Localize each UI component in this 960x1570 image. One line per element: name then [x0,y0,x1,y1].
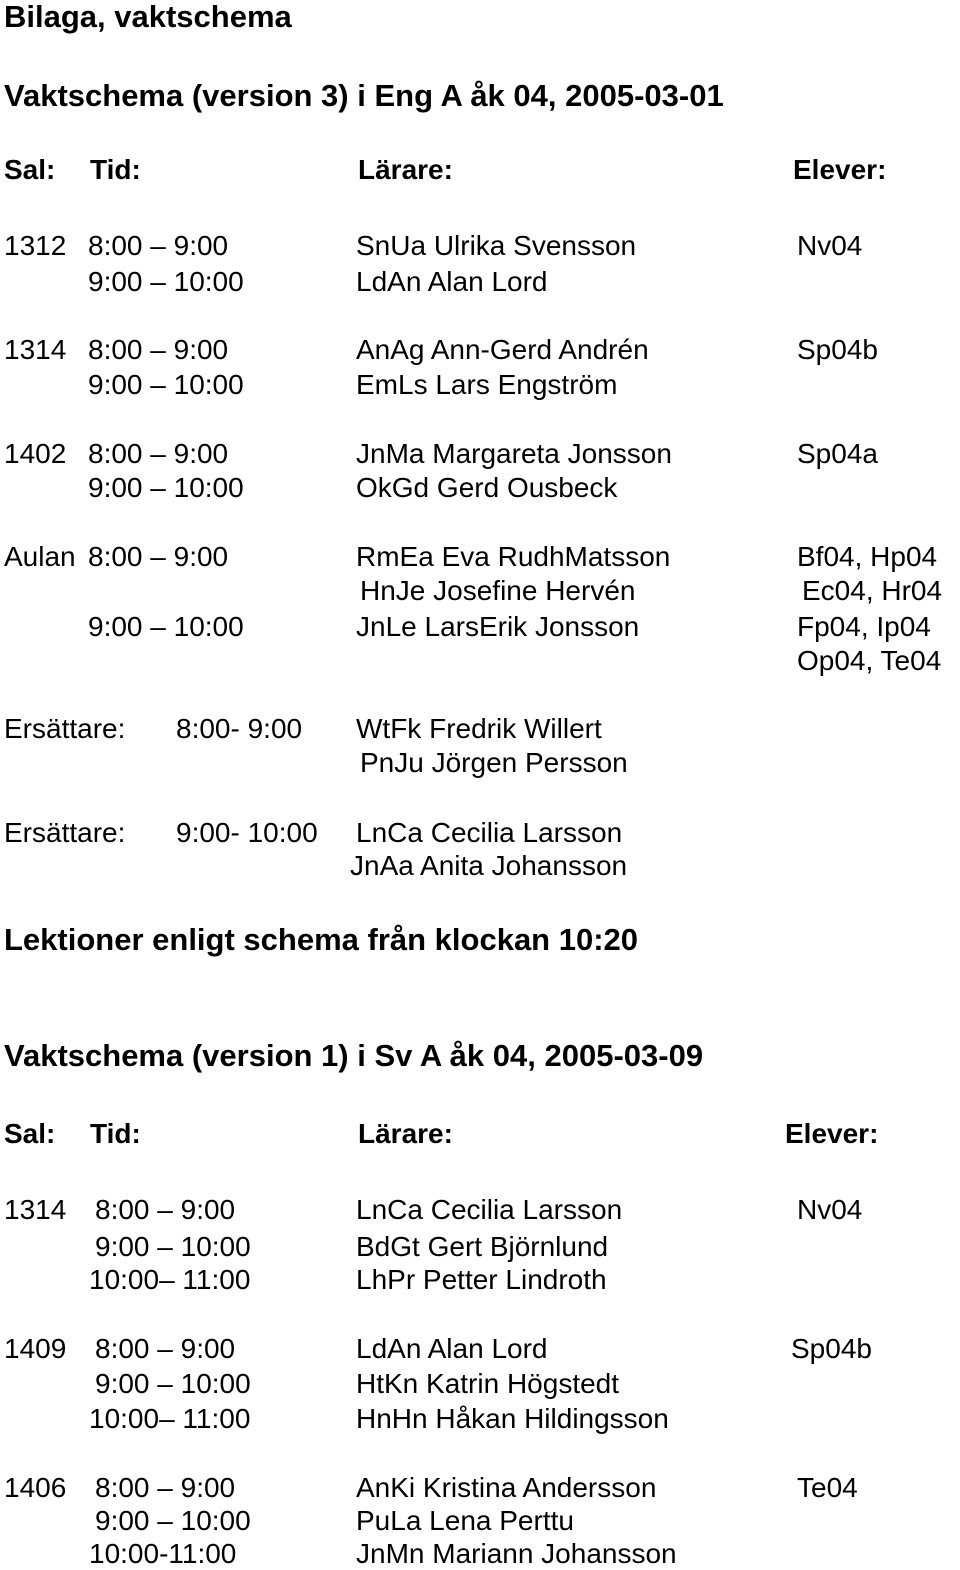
header-students: Elever: [785,1118,879,1149]
students-cell: Op04, Te04 [797,645,942,676]
header-room: Sal: [4,154,56,185]
time-cell: 8:00 – 9:00 [88,541,229,572]
teacher-cell: OkGd Gerd Ousbeck [356,472,618,503]
teacher-cell: AnKi Kristina Andersson [356,1472,657,1503]
time-cell: 10:00– 11:00 [89,1403,251,1434]
substitute-teacher: WtFk Fredrik Willert [356,713,602,744]
teacher-cell: JnMa Margareta Jonsson [356,438,672,469]
substitute-time: 9:00- 10:00 [176,817,318,848]
students-cell: Bf04, Hp04 [797,541,938,572]
room-cell: 1406 [4,1472,67,1503]
teacher-cell: LhPr Petter Lindroth [356,1264,607,1295]
room-cell: Aulan [4,541,76,572]
schedule-note: Lektioner enligt schema från klockan 10:20 [4,922,639,957]
time-cell: 9:00 – 10:00 [95,1231,251,1262]
substitute-time: 8:00- 9:00 [176,713,303,744]
time-cell: 8:00 – 9:00 [95,1333,236,1364]
schedule-2-title: Vaktschema (version 1) i Sv A åk 04, 2005-03-09 [4,1038,704,1073]
header-room: Sal: [4,1118,56,1149]
time-cell: 8:00 – 9:00 [88,334,229,365]
teacher-cell: LdAn Alan Lord [356,1333,548,1364]
students-cell: Sp04a [797,438,878,469]
students-cell: Te04 [797,1472,858,1503]
time-cell: 8:00 – 9:00 [88,438,229,469]
students-cell: Fp04, Ip04 [797,611,931,642]
teacher-cell: HnJe Josefine Hervén [360,575,636,606]
students-cell: Sp04b [791,1333,872,1364]
document-title: Bilaga, vaktschema [4,0,292,34]
teacher-cell: BdGt Gert Björnlund [356,1231,609,1262]
header-teacher: Lärare: [358,154,453,185]
substitute-label: Ersättare: [4,817,126,848]
time-cell: 9:00 – 10:00 [95,1505,251,1536]
teacher-cell: HnHn Håkan Hildingsson [356,1403,669,1434]
time-cell: 9:00 – 10:00 [88,472,244,503]
substitute-teacher: PnJu Jörgen Persson [360,747,628,778]
time-cell: 9:00 – 10:00 [88,369,244,400]
substitute-teacher: JnAa Anita Johansson [350,850,628,881]
header-time: Tid: [90,1118,141,1149]
header-students: Elever: [793,154,887,185]
time-cell: 9:00 – 10:00 [88,611,244,642]
time-cell: 8:00 – 9:00 [88,230,229,261]
time-cell: 10:00– 11:00 [89,1264,251,1295]
teacher-cell: JnLe LarsErik Jonsson [356,611,640,642]
room-cell: 1402 [4,438,67,469]
students-cell: Ec04, Hr04 [802,575,943,606]
students-cell: Nv04 [797,230,863,261]
header-time: Tid: [90,154,141,185]
teacher-cell: HtKn Katrin Högstedt [356,1368,620,1399]
time-cell: 9:00 – 10:00 [95,1368,251,1399]
teacher-cell: EmLs Lars Engström [356,369,618,400]
time-cell: 8:00 – 9:00 [95,1472,236,1503]
schedule-1-title: Vaktschema (version 3) i Eng A åk 04, 2005-03-01 [4,78,724,113]
substitute-teacher: LnCa Cecilia Larsson [356,817,623,848]
room-cell: 1314 [4,334,67,365]
time-cell: 8:00 – 9:00 [95,1194,236,1225]
room-cell: 1312 [4,230,67,261]
teacher-cell: AnAg Ann-Gerd Andrén [356,334,649,365]
room-cell: 1409 [4,1333,67,1364]
room-cell: 1314 [4,1194,67,1225]
teacher-cell: PuLa Lena Perttu [356,1505,574,1536]
teacher-cell: LdAn Alan Lord [356,266,548,297]
students-cell: Nv04 [797,1194,863,1225]
time-cell: 9:00 – 10:00 [88,266,244,297]
time-cell: 10:00-11:00 [89,1538,237,1569]
header-teacher: Lärare: [358,1118,453,1149]
teacher-cell: LnCa Cecilia Larsson [356,1194,623,1225]
substitute-label: Ersättare: [4,713,126,744]
teacher-cell: SnUa Ulrika Svensson [356,230,637,261]
teacher-cell: JnMn Mariann Johansson [356,1538,677,1569]
teacher-cell: RmEa Eva RudhMatsson [356,541,671,572]
students-cell: Sp04b [797,334,878,365]
